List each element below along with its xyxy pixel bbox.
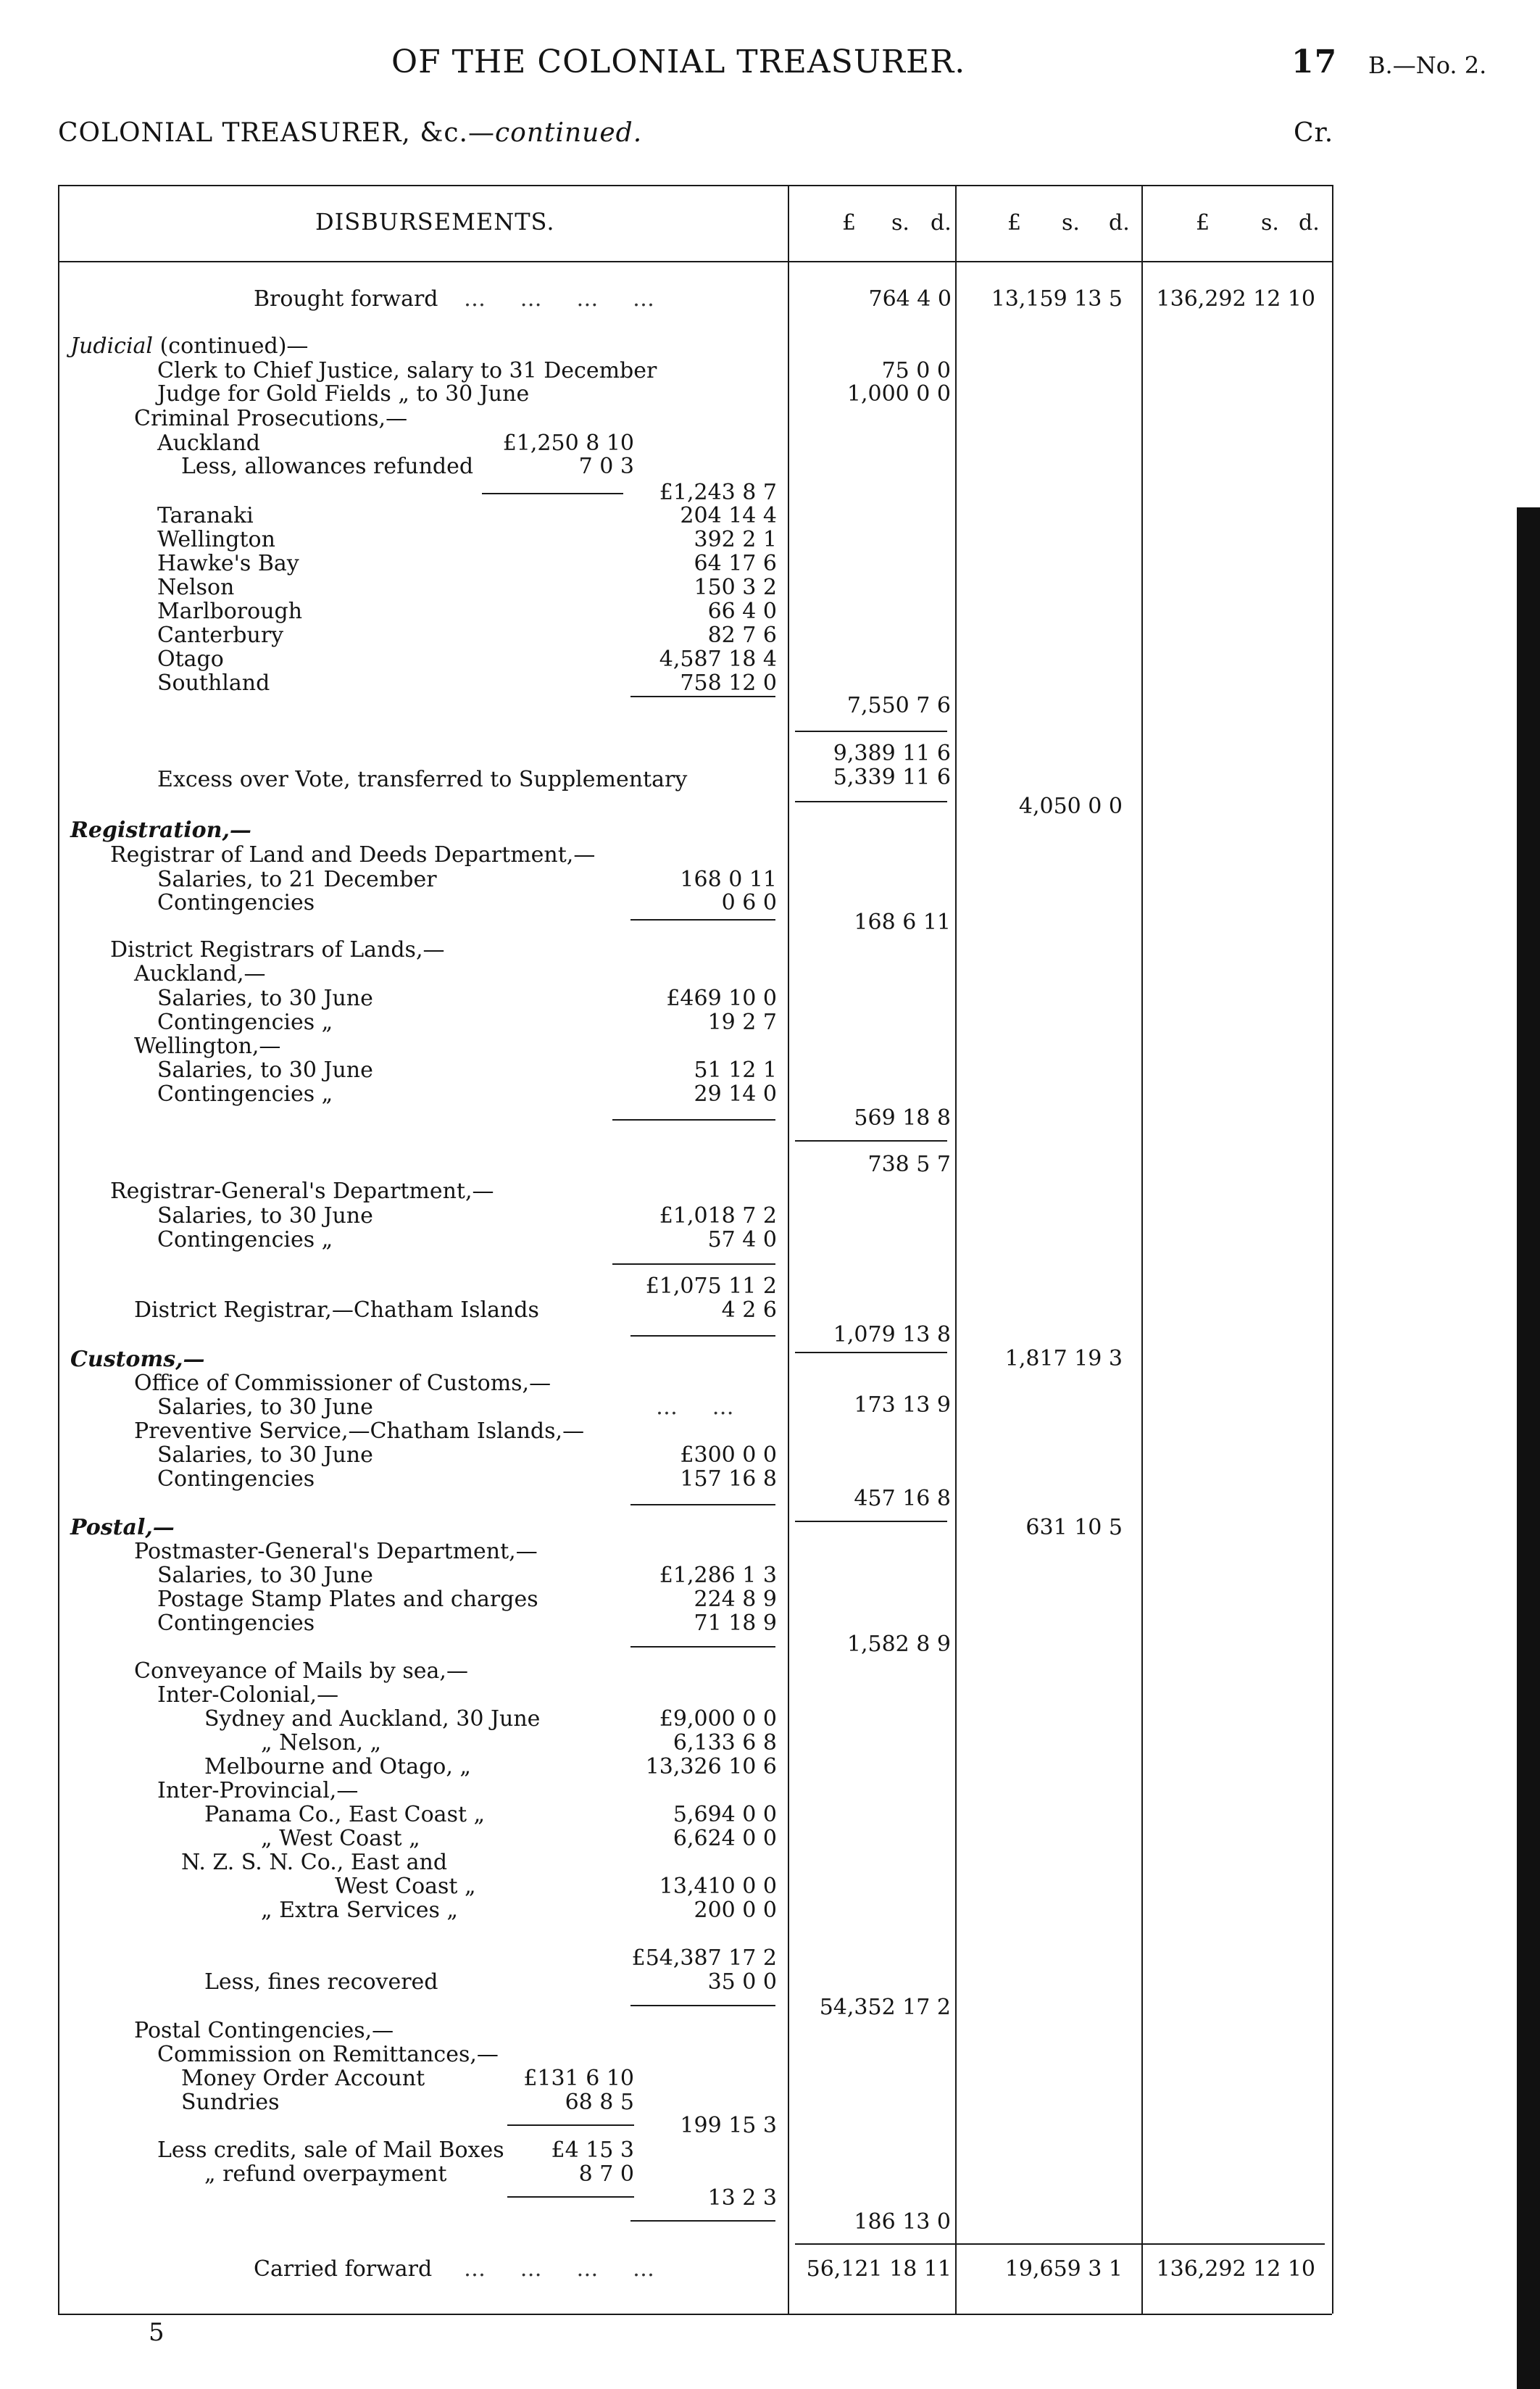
table-right-border <box>1332 185 1333 2314</box>
chatham-registrar-amount: 4 2 6 <box>721 1297 777 1323</box>
auckland-salaries-label: Salaries, to 30 June <box>157 986 373 1011</box>
judicial-heading-italic: Judicial <box>70 333 154 359</box>
preventive-service-heading: Preventive Service,—Chatham Islands,— <box>134 1418 585 1444</box>
brought-forward-label: Brought forward <box>254 286 438 312</box>
less-allowances-amount: 7 0 3 <box>578 454 634 479</box>
judicial-sum: 9,389 11 6 <box>833 741 951 766</box>
marlborough-amount: 66 4 0 <box>707 599 777 624</box>
wellington-salaries-label: Salaries, to 30 June <box>157 1058 373 1083</box>
extra-services-amount: 200 0 0 <box>694 1898 777 1923</box>
carried-forward-col1: 56,121 18 11 <box>806 2256 952 2282</box>
money-order-label: Money Order Account <box>181 2066 425 2091</box>
subtotal-rule <box>795 1521 947 1522</box>
credits-total: 13 2 3 <box>707 2185 777 2211</box>
binding-edge <box>1517 507 1540 2389</box>
extra-services-label: „ Extra Services „ <box>261 1898 458 1923</box>
subtotal-rule <box>630 1646 775 1648</box>
brought-forward-col2: 13,159 13 5 <box>991 286 1123 312</box>
pmg-total: 1,582 8 9 <box>846 1632 951 1657</box>
customs-heading: Customs,— <box>70 1347 205 1372</box>
general-salaries-label: Salaries, to 30 June <box>157 1203 373 1229</box>
province-marlborough: Marlborough <box>157 599 303 624</box>
less-credits-label: Less credits, sale of Mail Boxes <box>157 2137 504 2163</box>
preventive-salaries-label: Salaries, to 30 June <box>157 1442 373 1468</box>
table-left-border <box>58 185 59 2314</box>
judge-label: Judge for Gold Fields „ to 30 June <box>157 381 530 407</box>
auckland-gross: £1,250 8 10 <box>502 431 634 456</box>
nzsn-label-line2: West Coast „ <box>335 1874 476 1899</box>
judicial-heading-rest: (continued)— <box>153 333 309 359</box>
nelson-amount: 150 3 2 <box>694 575 777 600</box>
subtotal-rule <box>630 1335 775 1337</box>
melbourne-otago-amount: 13,326 10 6 <box>645 1754 777 1779</box>
subtitle-main: COLONIAL TREASURER, &c.— <box>58 118 495 148</box>
preventive-total: 457 16 8 <box>854 1486 951 1511</box>
subtitle-continued: continued. <box>494 118 643 148</box>
subtotal-rule <box>795 731 947 732</box>
col1-pound-header: £ <box>842 210 857 236</box>
pmg-contingencies-amount: 71 18 9 <box>694 1611 777 1636</box>
customs-total: 631 10 5 <box>1025 1515 1123 1540</box>
subtotal-rule <box>630 2220 775 2222</box>
registrar-land-total: 168 6 11 <box>854 910 951 935</box>
pmg-salaries-label: Salaries, to 30 June <box>157 1563 373 1588</box>
page-marker: 5 <box>149 2318 165 2347</box>
leader-dots: … … <box>656 1395 734 1420</box>
reg-contingencies-label: Contingencies <box>157 890 315 915</box>
mails-sum: £54,387 17 2 <box>631 1945 777 1971</box>
subtotal-rule <box>630 696 775 697</box>
customs-salaries-label: Salaries, to 30 June <box>157 1395 373 1420</box>
general-salaries-amount: £1,018 7 2 <box>659 1203 777 1229</box>
province-hawkes-bay: Hawke's Bay <box>157 551 299 576</box>
excess-label: Excess over Vote, transferred to Supplementary <box>157 767 688 792</box>
commission-total: 199 15 3 <box>680 2113 777 2138</box>
carried-forward-col2: 19,659 3 1 <box>1004 2256 1123 2282</box>
general-sum: £1,075 11 2 <box>645 1274 777 1299</box>
auckland-label: Auckland <box>157 431 260 456</box>
auckland-salaries-amount: £469 10 0 <box>666 986 777 1011</box>
district-registrars-total: 569 18 8 <box>854 1105 951 1131</box>
refund-amount: 8 7 0 <box>578 2161 634 2187</box>
col2-pence-header: d. <box>1109 210 1130 236</box>
fines-amount: 35 0 0 <box>707 1969 777 1995</box>
credit-side-label: Cr. <box>1294 118 1334 148</box>
subtotal-rule <box>795 801 947 802</box>
otago-amount: 4,587 18 4 <box>659 647 777 672</box>
registrar-general-heading: Registrar-General's Department,— <box>110 1179 494 1204</box>
subtotal-rule <box>482 493 623 494</box>
chatham-registrar-label: District Registrar,—Chatham Islands <box>134 1297 539 1323</box>
sundries-label: Sundries <box>181 2090 280 2115</box>
disbursements-header: DISBURSEMENTS. <box>315 208 555 236</box>
interprovincial-heading: Inter-Provincial,— <box>157 1778 359 1803</box>
less-credits-amount: £4 15 3 <box>551 2137 634 2163</box>
district-wellington-heading: Wellington,— <box>134 1034 281 1059</box>
judicial-net: 4,050 0 0 <box>1018 794 1123 819</box>
col3-shilling-header: s. <box>1261 210 1279 236</box>
document-reference: B.—No. 2. <box>1368 51 1487 79</box>
sydney-auckland-amount: £9,000 0 0 <box>659 1706 777 1732</box>
prosecutions-total: 7,550 7 6 <box>846 693 951 718</box>
auckland-net: £1,243 8 7 <box>659 480 777 505</box>
section-subtitle <box>58 118 643 148</box>
pmg-contingencies-label: Contingencies <box>157 1611 315 1636</box>
page-title: OF THE COLONIAL TREASURER. <box>391 43 966 80</box>
province-taranaki: Taranaki <box>157 503 254 528</box>
wellington-contingencies-amount: 29 14 0 <box>694 1081 777 1107</box>
col3-pence-header: d. <box>1299 210 1320 236</box>
subtotal-rule <box>630 1504 775 1505</box>
column-divider-3 <box>1141 185 1143 2314</box>
wellington-contingencies-label: Contingencies „ <box>157 1081 333 1107</box>
refund-label: „ refund overpayment <box>204 2161 447 2187</box>
subtotal-rule <box>507 2196 634 2198</box>
nzsn-amount: 13,410 0 0 <box>659 1874 777 1899</box>
commissioner-customs-heading: Office of Commissioner of Customs,— <box>134 1371 552 1396</box>
southland-amount: 758 12 0 <box>680 670 777 696</box>
taranaki-amount: 204 14 4 <box>680 503 777 528</box>
registration-total: 1,817 19 3 <box>1004 1346 1123 1371</box>
page-number: 17 <box>1291 43 1338 80</box>
postmaster-general-heading: Postmaster-General's Department,— <box>134 1539 538 1564</box>
preventive-contingencies-amount: 157 16 8 <box>680 1466 777 1492</box>
auckland-contingencies-amount: 19 2 7 <box>707 1010 777 1035</box>
sundries-amount: 68 8 5 <box>565 2090 634 2115</box>
sydney-auckland-label: Sydney and Auckland, 30 June <box>204 1706 541 1732</box>
hawkes-bay-amount: 64 17 6 <box>694 551 777 576</box>
wellington-salaries-amount: 51 12 1 <box>694 1058 777 1083</box>
postal-contingencies-total: 186 13 0 <box>854 2209 951 2235</box>
sydney-nelson-amount: 6,133 6 8 <box>673 1730 777 1756</box>
panama-east-amount: 5,694 0 0 <box>673 1802 777 1827</box>
district-auckland-heading: Auckland,— <box>134 961 266 986</box>
reg-salaries-amount: 168 0 11 <box>680 867 777 892</box>
melbourne-otago-label: Melbourne and Otago, „ <box>204 1754 471 1779</box>
conveyance-heading: Conveyance of Mails by sea,— <box>134 1658 468 1684</box>
excess-amount: 5,339 11 6 <box>833 765 951 790</box>
preventive-contingencies-label: Contingencies <box>157 1466 315 1492</box>
preventive-salaries-amount: £300 0 0 <box>680 1442 777 1468</box>
subtotal-rule <box>795 1140 947 1142</box>
column-divider-2 <box>955 185 957 2314</box>
clerk-label: Clerk to Chief Justice, salary to 31 December <box>157 358 657 383</box>
registrar-general-total: 1,079 13 8 <box>833 1322 951 1347</box>
col2-pound-header: £ <box>1007 210 1022 236</box>
postal-contingencies-heading: Postal Contingencies,— <box>134 2018 394 2043</box>
subtotal-rule <box>630 919 775 921</box>
province-southland: Southland <box>157 670 270 696</box>
subtotal-rule <box>795 1352 947 1353</box>
col2-shilling-header: s. <box>1062 210 1080 236</box>
subtotal-rule <box>612 1119 775 1121</box>
col1-pence-header: d. <box>931 210 952 236</box>
subtotal-rule <box>612 1263 775 1265</box>
col3-pound-header: £ <box>1196 210 1210 236</box>
stamp-plates-label: Postage Stamp Plates and charges <box>157 1587 538 1612</box>
reg-salaries-label: Salaries, to 21 December <box>157 867 437 892</box>
stamp-plates-amount: 224 8 9 <box>694 1587 777 1612</box>
carried-forward-label: Carried forward <box>254 2256 433 2282</box>
table-bottom-rule <box>58 2314 1332 2315</box>
leader-dots: … … … … <box>464 2256 655 2282</box>
province-otago: Otago <box>157 647 224 672</box>
fines-label: Less, fines recovered <box>204 1969 438 1995</box>
nzsn-label-line1: N. Z. S. N. Co., East and <box>181 1850 448 1875</box>
leader-dots: … … … … <box>464 286 655 312</box>
subtotal-rule <box>630 2005 775 2006</box>
intercolonial-heading: Inter-Colonial,— <box>157 1682 339 1708</box>
clerk-amount: 75 0 0 <box>881 358 951 383</box>
judge-amount: 1,000 0 0 <box>846 381 951 407</box>
general-contingencies-amount: 57 4 0 <box>707 1227 777 1252</box>
general-contingencies-label: Contingencies „ <box>157 1227 333 1252</box>
reg-contingencies-amount: 0 6 0 <box>721 890 777 915</box>
carried-forward-col3: 136,292 12 10 <box>1156 2256 1315 2282</box>
pmg-salaries-amount: £1,286 1 3 <box>659 1563 777 1588</box>
province-wellington: Wellington <box>157 527 275 552</box>
criminal-prosecutions-heading: Criminal Prosecutions,— <box>134 406 408 431</box>
commission-heading: Commission on Remittances,— <box>157 2042 499 2067</box>
brought-forward-col1: 764 4 0 <box>868 286 952 312</box>
province-canterbury: Canterbury <box>157 623 284 648</box>
registration-subtotal: 738 5 7 <box>867 1152 951 1177</box>
carried-forward-rule <box>795 2243 1325 2245</box>
registrar-land-heading: Registrar of Land and Deeds Department,— <box>110 842 596 868</box>
mails-total: 54,352 17 2 <box>819 1995 951 2020</box>
province-nelson: Nelson <box>157 575 235 600</box>
auckland-contingencies-label: Contingencies „ <box>157 1010 333 1035</box>
brought-forward-col3: 136,292 12 10 <box>1156 286 1315 312</box>
postal-heading: Postal,— <box>70 1515 175 1540</box>
canterbury-amount: 82 7 6 <box>707 623 777 648</box>
panama-west-label: „ West Coast „ <box>261 1826 420 1851</box>
district-registrars-heading: District Registrars of Lands,— <box>110 937 445 963</box>
panama-west-amount: 6,624 0 0 <box>673 1826 777 1851</box>
money-order-amount: £131 6 10 <box>523 2066 634 2091</box>
judicial-heading <box>70 335 308 358</box>
column-divider-1 <box>788 185 789 2314</box>
panama-east-label: Panama Co., East Coast „ <box>204 1802 486 1827</box>
less-allowances-label: Less, allowances refunded <box>181 454 474 479</box>
col1-shilling-header: s. <box>891 210 910 236</box>
sydney-nelson-label: „ Nelson, „ <box>261 1730 382 1756</box>
registration-heading: Registration,— <box>70 818 251 843</box>
subtotal-rule <box>507 2124 634 2126</box>
customs-salaries-amount: 173 13 9 <box>854 1392 951 1418</box>
wellington-amount: 392 2 1 <box>694 527 777 552</box>
